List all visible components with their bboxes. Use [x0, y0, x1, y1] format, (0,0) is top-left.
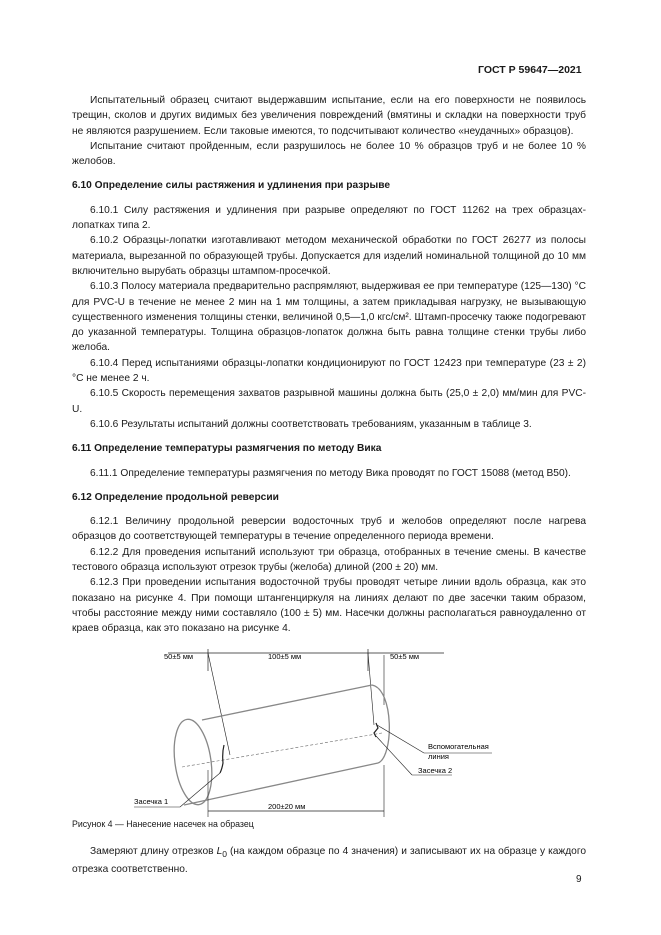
- aux-line-label-1: Вспомогательная: [428, 741, 489, 751]
- closing-text-before: Замеряют длину отрезков: [90, 845, 217, 857]
- extension-line: [368, 653, 374, 725]
- page-number: 9: [576, 874, 582, 885]
- symbol-l: L: [216, 845, 223, 857]
- notch-1-label: Засечка 1: [134, 796, 169, 806]
- dim-label-right: 50±5 мм: [390, 651, 420, 661]
- extension-line: [208, 653, 230, 755]
- section-heading-6-10: 6.10 Определение силы растяжения и удлинения при разрыве: [72, 180, 391, 192]
- section-heading-6-12: 6.12 Определение продольной реверсии: [72, 491, 279, 503]
- pipe-diagram: [72, 645, 586, 817]
- dim-label-left: 50±5 мм: [164, 651, 194, 661]
- paragraph: Испытательный образец считают выдержавшим испытание, если на его поверхности не появилось трещин, сколов и других видимых без увеличения повреждений (вмятины и складки на поверхности труб не являются разрушением. Если таковые имеются, то подсчитывают количество «неудачных» образцов).: [72, 95, 586, 137]
- pipe-right-end: [372, 685, 389, 763]
- paragraph: 6.12.3 При проведении испытания водосточной трубы проводят четыре линии вдоль образца, как это показано на рисунке 4. При помощи штангенциркуля на линиях делают по две засечки таким образом, чтобы расстояние между ними составляло (100 ± 5) мм. Насечки должны располагаться равноудаленно от краев образца, как это показано на рисунке 4.: [72, 577, 586, 635]
- dim-label-middle: 100±5 мм: [268, 651, 302, 661]
- paragraph: 6.10.1 Силу растяжения и удлинения при разрыве определяют по ГОСТ 11262 на трех образцах-лопатках типа 2.: [72, 204, 586, 232]
- dim-label-total: 200±20 мм: [268, 801, 306, 811]
- section-heading-6-11: 6.11 Определение температуры размягчения по методу Вика: [72, 443, 382, 455]
- paragraph: 6.10.4 Перед испытаниями образцы-лопатки кондиционируют по ГОСТ 12423 при температуре (23 ± 2) °С не менее 2 ч.: [72, 357, 586, 385]
- aux-line-label-2: линия: [428, 751, 449, 761]
- notch-2-label: Засечка 2: [418, 765, 453, 775]
- auxiliary-line: [182, 733, 382, 767]
- notch-1: [220, 745, 224, 773]
- leader-aux: [377, 725, 424, 753]
- pipe-outline: [184, 685, 378, 805]
- paragraph: 6.12.1 Величину продольной реверсии водосточных труб и желобов определяют после нагрева образцов до соответствующей температуры в течение определенного периода времени.: [72, 516, 586, 543]
- paragraph: 6.11.1 Определение температуры размягчения по методу Вика проводят по ГОСТ 15088 (метод В50).: [90, 467, 571, 479]
- paragraph: 6.10.6 Результаты испытаний должны соответствовать требованиям, указанным в таблице 3.: [90, 418, 532, 430]
- paragraph: 6.10.3 Полосу материала предварительно распрямляют, выдерживая ее при температуре (125—130) °С для PVC-U в течение не менее 2 мин на 1 мм толщины, а затем прикладывая нагрузку, не вызывающую существенного изменения толщины стенки, величиной 0,5—1,0 кгс/см². Штамп-просечку также подогревают до указанной температуры. Толщина образцов-лопаток должна быть равна толщине стенки трубы либо желоба.: [72, 281, 586, 354]
- paragraph: 6.10.5 Скорость перемещения захватов разрывной машины должна быть (25,0 ± 2,0) мм/мин для PVC-U.: [72, 388, 586, 415]
- paragraph: Испытание считают пройденным, если разрушилось не более 10 % образцов труб и не более 10 % желобов.: [72, 140, 586, 168]
- paragraph: 6.12.2 Для проведения испытаний используют три образца, отобранных в течение смены. В качестве тестового образца используют отрезок трубы (желоба) длиной (200 ± 20) мм.: [72, 546, 586, 574]
- standard-id: ГОСТ Р 59647—2021: [478, 64, 582, 76]
- closing-text-after: (на каждом образце по 4 значения) и записывают их на образце у каждого отрезка соответственно.: [72, 845, 586, 876]
- page-content: [72, 93, 586, 877]
- paragraph: 6.10.2 Образцы-лопатки изготавливают методом механической обработки по ГОСТ 26277 из полосы материала, вырезанной по образующей трубы. Допускается для изделий номинальной толщиной до 10 мм включительно вырубать образцы штампом-просечкой.: [72, 235, 586, 277]
- leader-notch-2: [376, 736, 412, 775]
- figure-pipe-notches: [72, 645, 586, 817]
- symbol-subscript: 0: [222, 848, 227, 859]
- figure-caption: Рисунок 4 — Нанесение насечек на образец: [72, 818, 254, 829]
- pipe-left-end: [169, 716, 217, 806]
- closing-paragraph: [72, 844, 586, 878]
